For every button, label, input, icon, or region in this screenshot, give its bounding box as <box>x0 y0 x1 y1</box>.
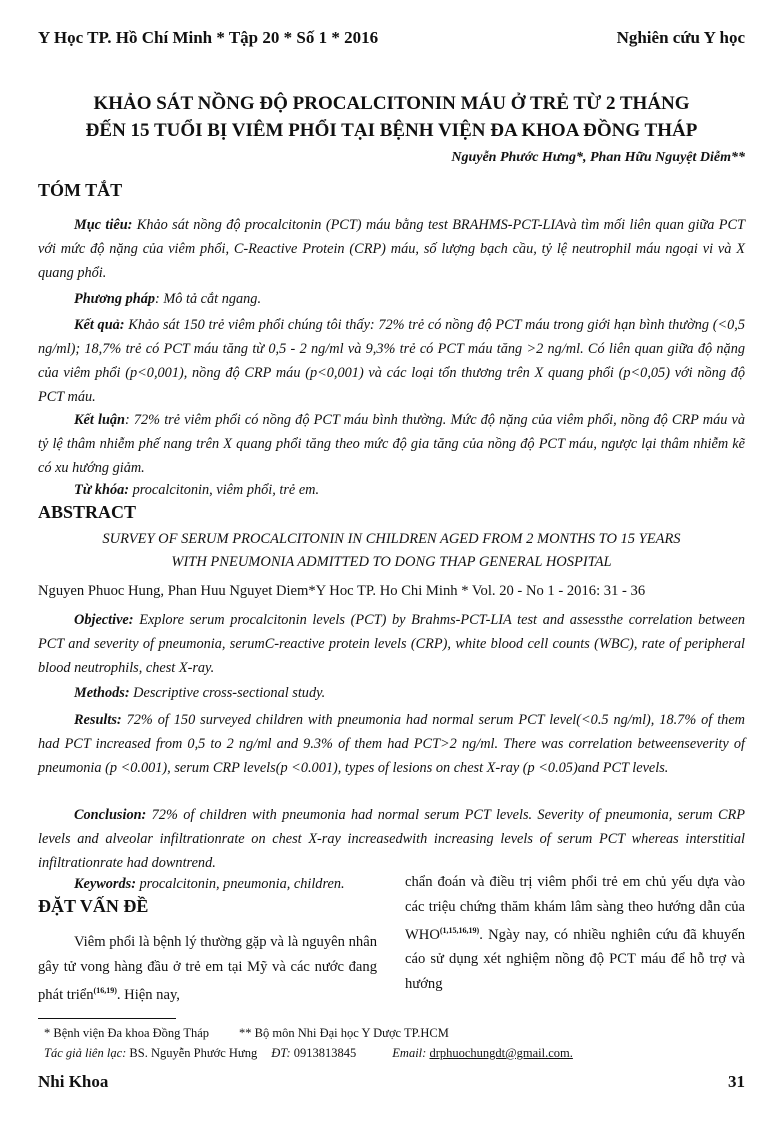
article-title <box>0 90 783 144</box>
page-number: 31 <box>728 1072 745 1091</box>
muc-tieu-paragraph <box>38 213 745 285</box>
intro-left-column <box>38 930 377 1007</box>
label: Results: <box>74 712 122 728</box>
label: Từ khóa: <box>74 482 130 498</box>
abstract-heading: ABSTRACT <box>38 502 137 522</box>
intro-right-column <box>405 870 745 996</box>
label: Kết quả: <box>74 317 125 333</box>
label: Kết luận <box>74 412 125 428</box>
label: Keywords: <box>74 876 136 892</box>
label: Mục tiêu: <box>74 217 133 233</box>
text: . Hiện nay, <box>116 986 180 1003</box>
english-title <box>0 528 783 574</box>
footnote-divider <box>38 1018 176 1019</box>
contact-info <box>44 1046 573 1061</box>
objective-paragraph <box>38 608 745 680</box>
results-paragraph <box>38 708 745 780</box>
reference: (16,19) <box>93 986 117 995</box>
text: chẩn đoán và điều trị viêm phổi trẻ em chủ yếu dựa vào các triệu chứng thăm khám lâm sàng theo hướng dẫn của WHO <box>405 874 745 943</box>
text: : 72% trẻ viêm phổi có nồng độ PCT máu bình thường. Mức độ nặng của viêm phổi, nồng độ CRP máu và tỷ lệ thâm nhiễm phế nang trên X quang phổi tăng theo mức độ gia tăng của nồng độ PCT máu, ngược lại thâm nhiễm kẽ có xu hướng giảm. <box>38 412 745 476</box>
text: : Mô tả cắt ngang. <box>155 291 262 307</box>
text: Khảo sát nồng độ procalcitonin (PCT) máu bằng test BRAHMS-PCT-LIAvà tìm mối liên quan giữa PCT với mức độ nặng của viêm phổi, C-Reactive Protein (CRP) máu, số lượng bạch cầu, tỷ lệ neutrophil máu ngoại vi và X quang phổi. <box>38 217 745 281</box>
label: Methods: <box>74 685 130 701</box>
affiliation-1: * Bệnh viện Đa khoa Đồng Tháp <box>44 1026 210 1040</box>
footer-section: Nhi Khoa <box>38 1072 109 1091</box>
text: . Ngày nay, có nhiều nghiên cứu đã khuyến cáo sử dụng xét nghiệm nồng độ PCT máu để hỗ trợ và hướng <box>405 926 745 992</box>
text: Viêm phổi là bệnh lý thường gặp và là nguyên nhân gây tử vong hàng đầu ở trẻ em tại Mỹ và các nước đang phát triển <box>38 934 377 1003</box>
text: procalcitonin, pneumonia, children. <box>135 876 345 892</box>
phone: 0913813845 <box>290 1046 357 1060</box>
phone-label: ĐT: <box>271 1046 291 1060</box>
text: procalcitonin, viêm phổi, trẻ em. <box>129 482 320 498</box>
reference: (1,15,16,19) <box>439 926 480 935</box>
tu-khoa-paragraph <box>38 478 745 502</box>
conclusion-paragraph <box>38 803 745 875</box>
tomtat-heading: TÓM TẮT <box>38 180 123 200</box>
text: Descriptive cross-sectional study. <box>129 685 326 701</box>
journal-header: Y Học TP. Hồ Chí Minh * Tập 20 * Số 1 * 2016 <box>38 28 379 47</box>
label: Conclusion: <box>74 807 147 823</box>
citation: Nguyen Phuoc Hung, Phan Huu Nguyet Diem*Y Hoc TP. Ho Chi Minh * Vol. 20 - No 1 - 2016: 31 - 36 <box>38 583 646 599</box>
text: 72% of 150 surveyed children with pneumonia had normal serum PCT level(<0.5 ng/ml), 18.7% of them had PCT increased from 0,5 to 2 ng/ml and 9.3% of them had PCT>2 ng/ml. There was correlation betweenseverity of pneumonia (p <0.001), serum CRP levels(p <0.001), types of lesions on chest X-ray (p <0.05)and PCT levels. <box>38 712 745 776</box>
title-line-1: KHẢO SÁT NỒNG ĐỘ PROCALCITONIN MÁU Ở TRẺ TỪ 2 THÁNG <box>93 93 690 114</box>
text: Khảo sát 150 trẻ viêm phổi chúng tôi thấy: 72% trẻ có nồng độ PCT máu trong giới hạn bình thường (<0,5 ng/ml); 18,7% trẻ có PCT máu tăng từ 0,5 - 2 ng/ml và 9,3% trẻ có PCT máu tăng >2 ng/ml. Có liên quan giữa độ nặng của viêm phổi (p<0,001), nồng độ CRP máu (p<0,001) và các loại tổn thương trên X quang phổi (p<0,05) với nồng độ PCT máu. <box>38 317 746 405</box>
text: Explore serum procalcitonin levels (PCT) by Brahms-PCT-LIA test and assessthe correlation between PCT and severity of pneumonia, serumC-reactive protein levels (CRP), white blood cell counts (WBC), rate of peripheral blood neutrophils, chest X-ray. <box>38 612 745 676</box>
english-title-line-1: SURVEY OF SERUM PROCALCITONIN IN CHILDREN AGED FROM 2 MONTHS TO 15 YEARS <box>102 531 681 547</box>
ket-luan-paragraph <box>38 408 745 480</box>
phuong-phap-paragraph <box>38 287 745 311</box>
ket-qua-paragraph <box>38 313 745 409</box>
english-title-line-2: WITH PNEUMONIA ADMITTED TO DONG THAP GENERAL HOSPITAL <box>171 554 612 570</box>
keywords-paragraph <box>38 872 368 896</box>
affiliations <box>44 1026 449 1041</box>
section-header: Nghiên cứu Y học <box>616 28 745 47</box>
email-link[interactable]: drphuochungdt@gmail.com. <box>429 1046 573 1060</box>
text: 72% of children with pneumonia had normal serum PCT levels. Severity of pneumonia, serum CRP levels and alveolar infiltrationrate on chest X-ray increasedwith increasing levels of serum PCT whereas interstitial infiltrationrate had downtrend. <box>38 807 745 871</box>
methods-paragraph <box>38 681 745 705</box>
affiliation-2: ** Bộ môn Nhi Đại học Y Dược TP.HCM <box>239 1026 449 1040</box>
label: Objective: <box>74 612 134 628</box>
contact-name: BS. Nguyễn Phước Hưng <box>126 1046 258 1060</box>
label: Phương pháp <box>74 291 155 307</box>
authors: Nguyễn Phước Hưng*, Phan Hữu Nguyệt Diễm** <box>451 150 745 165</box>
intro-heading: ĐẶT VẤN ĐỀ <box>38 896 149 916</box>
title-line-2: ĐẾN 15 TUỔI BỊ VIÊM PHỔI TẠI BỆNH VIỆN ĐA KHOA ĐỒNG THÁP <box>85 120 698 141</box>
email-label: Email: <box>392 1046 427 1060</box>
contact-label: Tác giả liên lạc: <box>44 1046 127 1060</box>
